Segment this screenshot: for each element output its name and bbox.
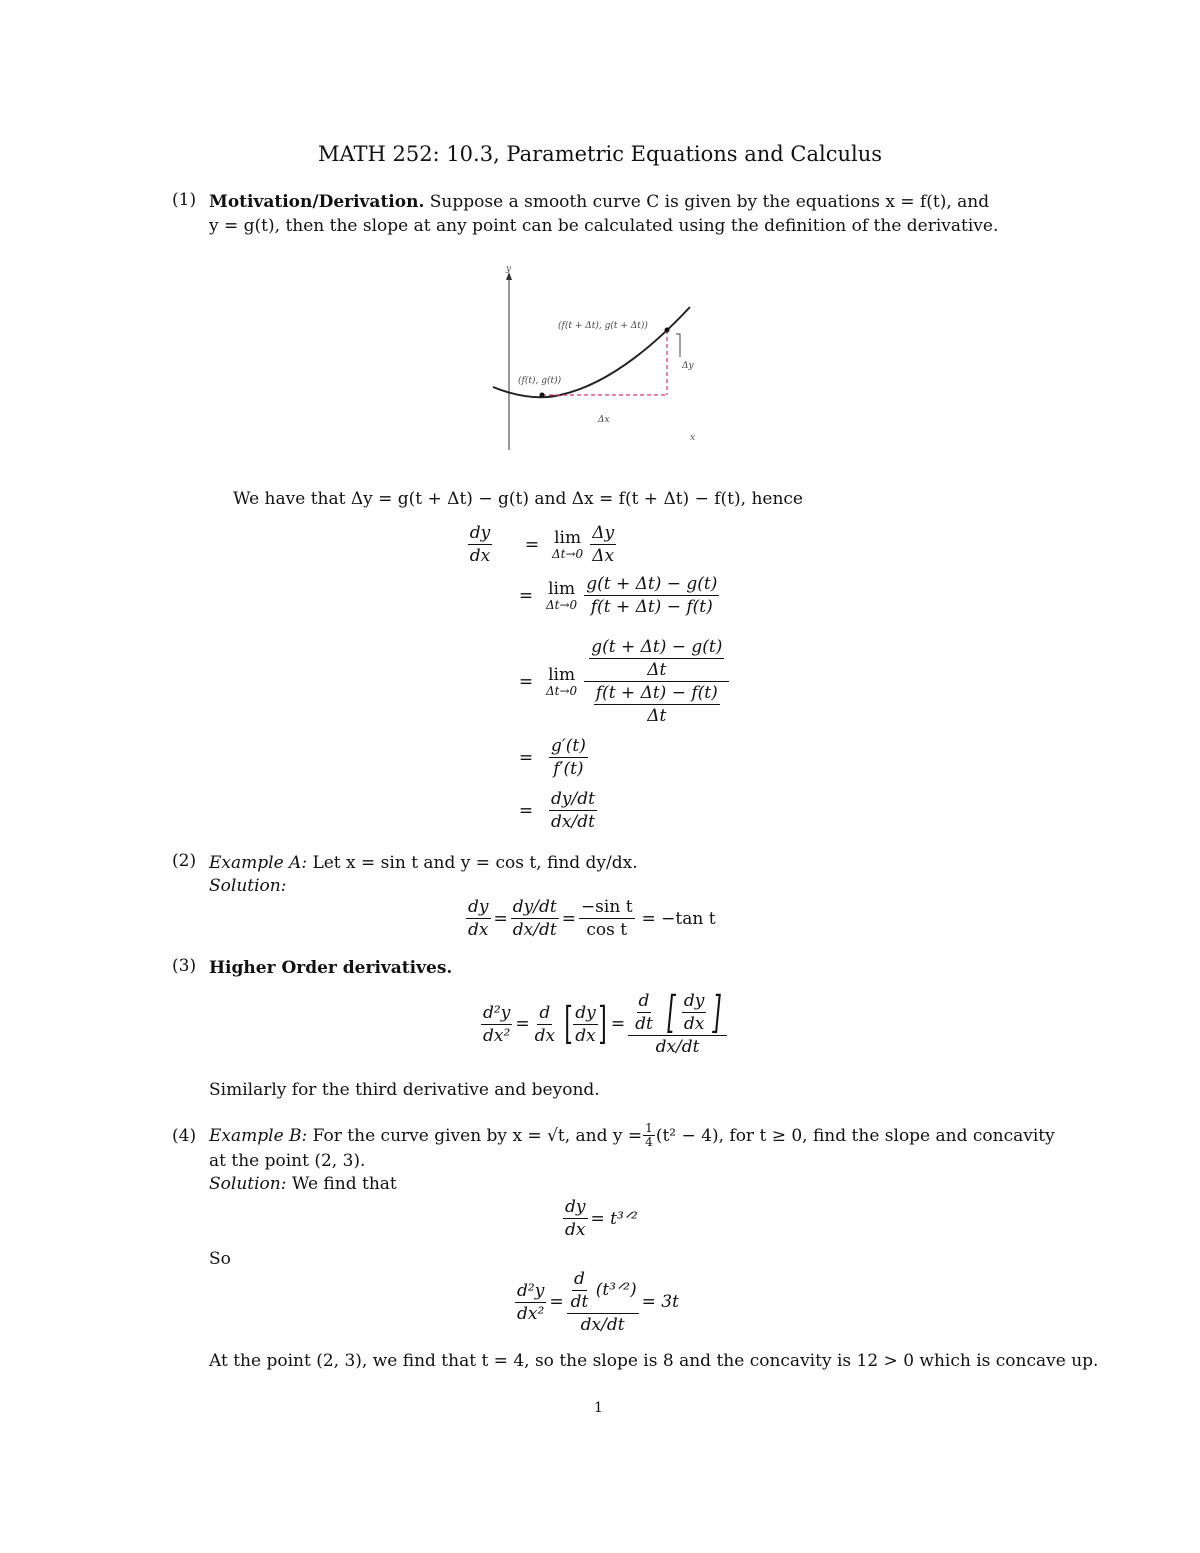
example-a-statement: Example A: Let x = sin t and y = cos t, find dy/dx. — [209, 853, 638, 873]
derivation-row-3: = lim Δt→0 $\frac{\frac{g(t + \Delta t) - g(t)}{\Delta t}}{\frac{f(t + \Delta t) - f(t)}{\Delta t}}$ — [506, 636, 732, 727]
derivation-row-1: $\frac{dy}{dx}$ = lim Δt→0 $\frac{\Delta y}{\Delta x}$ — [460, 522, 619, 567]
delta-y-label: Δy — [682, 361, 694, 371]
section-number-1: (1) — [172, 190, 197, 210]
example-b-conclusion: At the point (2, 3), we find that t = 4, so the slope is 8 and the concavity is 12 > 0 which is concave up. — [209, 1351, 1099, 1371]
parametric-curve-figure — [480, 262, 720, 462]
y-axis-label: y — [506, 264, 512, 274]
limit: lim Δt→0 — [552, 528, 584, 561]
example-a-label: Example A: — [209, 853, 308, 873]
example-b-concavity-equation: $\frac{\text{d²y}}{\text{dx²}}$ = $\frac{d}{dt}$ (t³ᐟ²) dx/dt = 3t — [517, 1269, 679, 1335]
section-1-text-line2: y = g(t), then the slope at any point can be calculated using the definition of the derivative. — [209, 216, 999, 236]
point-1-label: (f(t), g(t)) — [518, 376, 562, 386]
section-number-2: (2) — [172, 851, 197, 871]
point-2-label: (f(t + Δt), g(t + Δt)) — [558, 321, 648, 331]
we-have-text: We have that Δy = g(t + Δt) − g(t) and Δx = f(t + Δt) − f(t), hence — [233, 489, 803, 509]
delta-x-label: Δx — [598, 415, 610, 425]
page-number: 1 — [594, 1400, 603, 1416]
example-b-label: Example B: — [209, 1125, 308, 1146]
lhs-fraction: $\frac{dy}{dx}$ — [469, 523, 491, 566]
section-number-4: (4) — [172, 1126, 197, 1146]
example-a-solution-label: Solution: — [209, 876, 287, 896]
section-number-3: (3) — [172, 956, 197, 976]
section-1-intro — [209, 190, 1059, 214]
page-title: MATH 252: 10.3, Parametric Equations and Calculus — [317, 142, 883, 166]
section-1-text-line1: Suppose a smooth curve C is given by the equations x = f(t), and — [429, 192, 990, 212]
point-2-marker — [665, 328, 670, 333]
derivation-row-2: = lim Δt→0 $\frac{g(t + \Delta t) - g(t)}{f(t + \Delta t) - f(t)}$ — [518, 574, 718, 617]
x-axis-label: x — [690, 433, 696, 443]
so-text: So — [209, 1249, 231, 1269]
example-b-solution: Solution: We find that — [209, 1174, 397, 1194]
section-1-heading: Motivation/Derivation. — [209, 192, 425, 212]
derivation-row-5: = $\frac{dy/dt}{dx/dt}$ — [518, 789, 595, 832]
example-b-statement-line2: at the point (2, 3). — [209, 1151, 366, 1171]
point-1-marker — [540, 393, 545, 398]
delta-y-over-delta-x: $\frac{\Delta y}{\Delta x}$ — [592, 523, 615, 566]
example-b-slope-equation: $\frac{dy}{dx}$ = t³ᐟ² — [565, 1197, 638, 1240]
section-3-heading: Higher Order derivatives. — [209, 958, 453, 978]
example-a-equation: $\frac{dy}{dx}$ = $\frac{dy/dt}{dx/dt}$ = $\frac{\text{−sin t}}{\text{cos t}}$ = −tan t — [468, 897, 716, 940]
similarly-text: Similarly for the third derivative and beyond. — [209, 1080, 600, 1100]
example-b-statement: Example B: For the curve given by x = √t, and y = $\frac{1}{4}$ (t² − 4), for t ≥ 0, find the slope and concavity — [209, 1121, 1055, 1149]
delta-y-bracket — [676, 334, 680, 357]
derivation-row-4: = $\frac{g'(t)}{f'(t)}$ — [518, 736, 586, 779]
second-derivative-equation: $\frac{\text{d²y}}{\text{dx²}}$ = $\frac{d}{dx}$ [ $\frac{dy}{dx}$ ] = $\frac{d}{dt}$ [ $\frac{dy}{dx}$ ] dx/dt — [478, 990, 730, 1058]
